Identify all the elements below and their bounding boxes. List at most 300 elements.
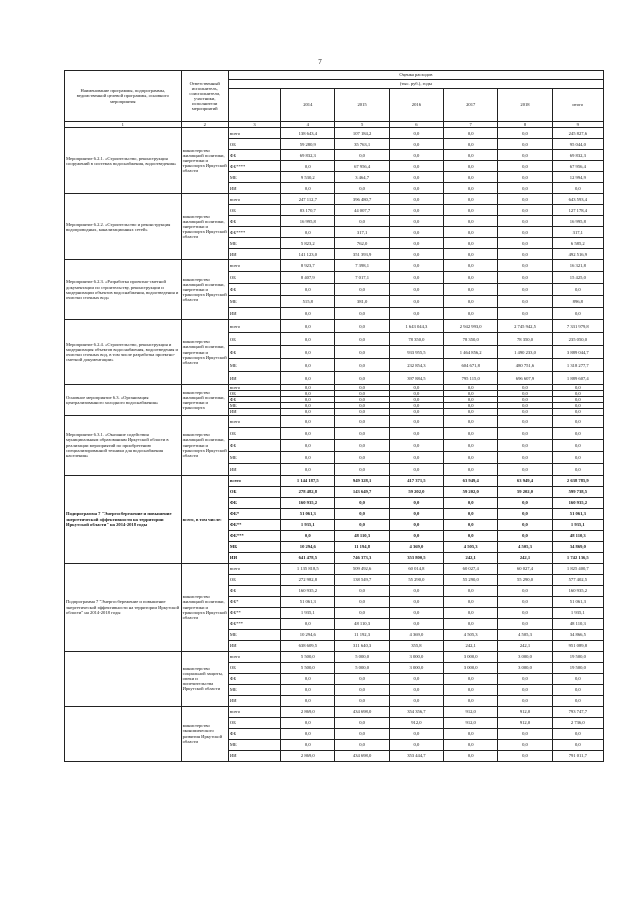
program-name-cell: Мероприятие 6.3.1. «Оказание содействия муниципальным образованиям Иркутской области в реализации мероприятий по приобретению специализированной техники для водоснабжения населения» (65, 415, 182, 475)
amount-cell: 51 061,3 (281, 596, 335, 607)
amount-cell: 0,0 (444, 391, 498, 397)
funding-source-cell: ФБ* (228, 596, 280, 607)
amount-cell: 2 745 942,5 (498, 320, 552, 333)
amount-cell: 8 407,9 (281, 272, 335, 284)
amount-cell: 0,0 (498, 308, 552, 320)
funding-source-cell: всего (228, 415, 280, 427)
amount-cell: 63 949,4 (444, 475, 498, 486)
amount-cell: 0,0 (281, 397, 335, 403)
total-cell: 235 050,0 (552, 333, 603, 346)
amount-cell: 641 478,5 (281, 552, 335, 563)
amount-cell: 0,0 (498, 397, 552, 403)
column-number: 9 (552, 122, 603, 128)
amount-cell: 242,1 (498, 552, 552, 563)
funding-source-cell: ФБ (228, 585, 280, 596)
header-year: 2015 (335, 89, 389, 122)
amount-cell: 1 490 233,0 (498, 346, 552, 359)
amount-cell: 0,0 (444, 194, 498, 205)
total-cell: 160 935,2 (552, 497, 603, 508)
amount-cell: 0,0 (498, 216, 552, 227)
column-number: 8 (498, 122, 552, 128)
amount-cell: 0,0 (389, 451, 443, 463)
amount-cell: 746 373,3 (335, 552, 389, 563)
column-number: 5 (335, 122, 389, 128)
total-cell: 0,0 (552, 673, 603, 684)
amount-cell: 0,0 (389, 272, 443, 284)
amount-cell: 0,0 (389, 728, 443, 739)
amount-cell: 0,0 (444, 415, 498, 427)
total-cell: 0,0 (552, 409, 603, 415)
responsible-cell: министерство жилищной политики, энергетики и транспорта Иркутской области (181, 194, 228, 260)
funding-source-cell: всего (228, 320, 280, 333)
amount-cell: 160 935,2 (281, 497, 335, 508)
amount-cell: 0,0 (335, 427, 389, 439)
amount-cell: 0,0 (498, 296, 552, 308)
funding-source-cell: всего (228, 260, 280, 272)
amount-cell: 0,0 (389, 427, 443, 439)
amount-cell: 232 854,3 (389, 359, 443, 372)
funding-source-cell: ОБ (228, 574, 280, 585)
funding-source-cell: ФБ**** (228, 161, 280, 172)
program-name-cell (65, 651, 182, 706)
total-cell: 791 011,7 (552, 750, 603, 761)
total-cell: 2 638 785,9 (552, 475, 603, 486)
amount-cell: 795 115,0 (444, 372, 498, 385)
amount-cell: 0,0 (389, 585, 443, 596)
table-body (65, 128, 604, 761)
program-name-cell: Основное мероприятие 6.3. «Организация централизованного холодного водоснабжения» (65, 385, 182, 415)
amount-cell: 0,0 (389, 194, 443, 205)
funding-source-cell: ОБ (228, 205, 280, 216)
amount-cell: 10 294,6 (281, 541, 335, 552)
funding-source-cell: МБ (228, 238, 280, 249)
total-cell: 1 742 136,5 (552, 552, 603, 563)
funding-source-cell: ОБ (228, 391, 280, 397)
amount-cell: 5 500,0 (281, 662, 335, 673)
funding-source-cell: МБ (228, 541, 280, 552)
funding-source-cell: всего (228, 475, 280, 486)
total-cell: 0,0 (552, 403, 603, 409)
header-year: 2017 (444, 89, 498, 122)
amount-cell: 0,0 (389, 216, 443, 227)
amount-cell: 0,0 (281, 308, 335, 320)
amount-cell: 0,0 (389, 385, 443, 391)
amount-cell: 2 869,0 (281, 706, 335, 717)
amount-cell: 0,0 (389, 415, 443, 427)
amount-cell: 351 393,9 (335, 249, 389, 260)
amount-cell: 0,0 (498, 463, 552, 475)
total-cell: 1 318 277,7 (552, 359, 603, 372)
program-name-cell (65, 706, 182, 761)
responsible-cell: всего, в том числе: (181, 475, 228, 563)
amount-cell: 0,0 (281, 451, 335, 463)
amount-cell: 509 492,6 (335, 563, 389, 574)
amount-cell: 67 956,4 (335, 161, 389, 172)
amount-cell: 0,0 (444, 618, 498, 629)
amount-cell: 3 000,0 (444, 662, 498, 673)
amount-cell: 515,8 (281, 296, 335, 308)
total-cell: 643 593,4 (552, 194, 603, 205)
funding-source-cell: ФБ (228, 284, 280, 296)
amount-cell: 0,0 (281, 161, 335, 172)
funding-source-cell: ФБ (228, 673, 280, 684)
funding-source-cell: ФБ** (228, 607, 280, 618)
amount-cell: 11 192,3 (335, 629, 389, 640)
funding-source-cell: ИИ (228, 372, 280, 385)
amount-cell: 0,0 (444, 596, 498, 607)
amount-cell: 60 014,8 (389, 563, 443, 574)
amount-cell: 0,0 (389, 296, 443, 308)
amount-cell: 0,0 (389, 249, 443, 260)
funding-source-cell: ИИ (228, 183, 280, 194)
amount-cell: 55 290,0 (444, 574, 498, 585)
amount-cell: 396 480,7 (335, 194, 389, 205)
total-cell: 0,0 (552, 684, 603, 695)
amount-cell: 397 884,5 (389, 372, 443, 385)
table-row (65, 260, 604, 272)
amount-cell: 0,0 (444, 530, 498, 541)
responsible-cell: министерство жилищной политики, энергетики и транспорта Иркутской области (181, 260, 228, 320)
amount-cell: 0,0 (335, 391, 389, 397)
amount-cell: 143 649,7 (335, 486, 389, 497)
column-number: 1 (65, 122, 182, 128)
total-cell: 48 110,3 (552, 530, 603, 541)
amount-cell: 0,0 (335, 463, 389, 475)
amount-cell: 0,0 (281, 183, 335, 194)
table-row (65, 128, 604, 139)
funding-source-cell: ФБ*** (228, 530, 280, 541)
amount-cell: 0,0 (444, 607, 498, 618)
amount-cell: 417 371,5 (389, 475, 443, 486)
amount-cell: 0,0 (498, 139, 552, 150)
column-number: 4 (281, 122, 335, 128)
amount-cell: 0,0 (498, 673, 552, 684)
program-name-cell: Подпрограмма 7 "Энергосбережение и повышение энергетической эффективности на территории Иркутской области" на 2014-2018 годы (65, 563, 182, 651)
total-cell: 15 425,0 (552, 272, 603, 284)
amount-cell: 353 444,7 (389, 750, 443, 761)
amount-cell: 0,0 (281, 372, 335, 385)
amount-cell: 0,0 (281, 673, 335, 684)
responsible-cell: министерство экономического развития Иркутской области (181, 706, 228, 761)
amount-cell: 0,0 (444, 397, 498, 403)
amount-cell: 0,0 (444, 409, 498, 415)
total-cell: 1 825 400,7 (552, 563, 603, 574)
amount-cell: 0,0 (498, 227, 552, 238)
amount-cell: 0,0 (498, 183, 552, 194)
amount-cell: 0,0 (498, 415, 552, 427)
amount-cell: 0,0 (498, 391, 552, 397)
amount-cell: 0,0 (444, 249, 498, 260)
amount-cell: 51 061,3 (281, 508, 335, 519)
amount-cell: 3 000,0 (498, 662, 552, 673)
total-cell: 16 995,8 (552, 216, 603, 227)
funding-source-cell: ОБ (228, 717, 280, 728)
amount-cell: 0,0 (389, 139, 443, 150)
total-cell: 51 061,3 (552, 508, 603, 519)
total-cell: 599 738,5 (552, 486, 603, 497)
amount-cell: 604 671,8 (444, 359, 498, 372)
amount-cell: 1 935,1 (281, 607, 335, 618)
funding-source-cell: всего (228, 706, 280, 717)
amount-cell: 0,0 (389, 128, 443, 139)
amount-cell: 0,0 (389, 391, 443, 397)
amount-cell: 278 482,8 (281, 486, 335, 497)
amount-cell: 4 505,3 (444, 629, 498, 640)
amount-cell: 0,0 (389, 183, 443, 194)
amount-cell: 0,0 (444, 684, 498, 695)
amount-cell: 0,0 (335, 308, 389, 320)
amount-cell: 242,1 (444, 552, 498, 563)
amount-cell: 912,0 (444, 706, 498, 717)
funding-source-cell: ФБ (228, 346, 280, 359)
amount-cell: 0,0 (335, 519, 389, 530)
responsible-cell: министерство жилищной политики, энергетики и транспорта (181, 385, 228, 415)
funding-source-cell: ОБ (228, 272, 280, 284)
amount-cell: 0,0 (444, 128, 498, 139)
header-units: (тыс. руб.), годы (228, 80, 603, 89)
total-cell: 793 747,7 (552, 706, 603, 717)
amount-cell: 353 800,5 (389, 552, 443, 563)
amount-cell: 0,0 (335, 372, 389, 385)
amount-cell: 160 935,2 (281, 585, 335, 596)
amount-cell: 59 280,9 (281, 139, 335, 150)
total-cell: 0,0 (552, 308, 603, 320)
funding-source-cell: ФБ (228, 397, 280, 403)
amount-cell: 10 294,6 (281, 629, 335, 640)
page-number: 7 (318, 58, 322, 66)
amount-cell: 0,0 (389, 684, 443, 695)
amount-cell: 0,0 (335, 415, 389, 427)
amount-cell: 141 123,0 (281, 249, 335, 260)
amount-cell: 0,0 (389, 695, 443, 706)
header-program: Наименование программы, подпрограммы, ведомственной целевой программы, основного мероприятия (65, 71, 182, 122)
funding-source-cell: ИИ (228, 409, 280, 415)
amount-cell: 933 955,5 (389, 346, 443, 359)
responsible-cell: министерство социальной защиты, опеки и попечительства Иркутской области (181, 651, 228, 706)
header-year: 2018 (498, 89, 552, 122)
responsible-cell: министерство жилищной политики, энергетики и транспорта Иркутской области (181, 320, 228, 385)
amount-cell: 0,0 (498, 439, 552, 451)
amount-cell: 0,0 (498, 161, 552, 172)
funding-source-cell: ФБ* (228, 508, 280, 519)
amount-cell: 0,0 (281, 320, 335, 333)
amount-cell: 59 202,0 (444, 486, 498, 497)
responsible-cell: министерство жилищной политики, энергетики и транспорта Иркутской области (181, 128, 228, 194)
amount-cell: 0,0 (389, 439, 443, 451)
funding-source-cell: всего (228, 385, 280, 391)
amount-cell: 0,0 (444, 216, 498, 227)
amount-cell: 0,0 (444, 508, 498, 519)
funding-source-cell: ИИ (228, 552, 280, 563)
total-cell: 69 832,3 (552, 150, 603, 161)
column-number: 2 (181, 122, 228, 128)
funding-source-cell: ФБ**** (228, 227, 280, 238)
amount-cell: 0,0 (281, 409, 335, 415)
funding-source-cell: всего (228, 563, 280, 574)
amount-cell: 55 290,0 (498, 574, 552, 585)
total-cell: 1 889 607,4 (552, 372, 603, 385)
amount-cell: 48 110,3 (335, 530, 389, 541)
amount-cell: 7 398,1 (335, 260, 389, 272)
amount-cell: 0,0 (444, 227, 498, 238)
amount-cell: 3 464,7 (335, 172, 389, 183)
responsible-cell: министерство жилищной политики, энергетики и транспорта Иркутской области (181, 415, 228, 475)
total-cell: 34 869,0 (552, 541, 603, 552)
amount-cell: 0,0 (444, 451, 498, 463)
header-responsible: Ответственный исполнитель, соисполнители, участники, исполнители мероприятий (181, 71, 228, 122)
amount-cell: 4 505,3 (498, 541, 552, 552)
amount-cell: 0,0 (498, 530, 552, 541)
amount-cell: 0,0 (389, 308, 443, 320)
amount-cell: 0,0 (335, 717, 389, 728)
amount-cell: 0,0 (281, 333, 335, 346)
amount-cell: 0,0 (498, 451, 552, 463)
amount-cell: 0,0 (335, 320, 389, 333)
amount-cell: 2 869,0 (281, 750, 335, 761)
amount-cell: 0,0 (498, 150, 552, 161)
amount-cell: 5 823,2 (281, 238, 335, 249)
amount-cell: 242,1 (498, 640, 552, 651)
amount-cell: 0,0 (444, 308, 498, 320)
amount-cell: 0,0 (335, 403, 389, 409)
amount-cell: 0,0 (281, 695, 335, 706)
header-year: 2016 (389, 89, 443, 122)
amount-cell: 5 000,0 (335, 651, 389, 662)
total-cell: 0,0 (552, 183, 603, 194)
amount-cell: 0,0 (389, 161, 443, 172)
total-cell: 317,1 (552, 227, 603, 238)
total-cell: 951 089,8 (552, 640, 603, 651)
column-number: 7 (444, 122, 498, 128)
amount-cell: 0,0 (444, 497, 498, 508)
total-cell: 0,0 (552, 739, 603, 750)
amount-cell: 0,0 (335, 607, 389, 618)
funding-source-cell: ФБ (228, 439, 280, 451)
amount-cell: 5 500,0 (281, 651, 335, 662)
total-cell: 0,0 (552, 451, 603, 463)
amount-cell: 0,0 (444, 695, 498, 706)
amount-cell: 0,0 (498, 194, 552, 205)
funding-source-cell: ИИ (228, 695, 280, 706)
amount-cell: 0,0 (389, 596, 443, 607)
amount-cell: 78 350,0 (389, 333, 443, 346)
amount-cell: 7 017,1 (335, 272, 389, 284)
funding-source-cell: МБ (228, 359, 280, 372)
column-number: 6 (389, 122, 443, 128)
amount-cell: 0,0 (444, 161, 498, 172)
total-cell: 12 994,9 (552, 172, 603, 183)
amount-cell: 0,0 (498, 128, 552, 139)
amount-cell: 0,0 (335, 585, 389, 596)
amount-cell: 0,0 (498, 695, 552, 706)
amount-cell: 63 949,4 (498, 475, 552, 486)
amount-cell: 3 000,0 (444, 651, 498, 662)
amount-cell: 0,0 (335, 216, 389, 227)
amount-cell: 354 356,7 (389, 706, 443, 717)
amount-cell: 0,0 (281, 728, 335, 739)
amount-cell: 4 505,3 (444, 541, 498, 552)
amount-cell: 247 112,7 (281, 194, 335, 205)
funding-source-cell: ИИ (228, 463, 280, 475)
funding-source-cell: МБ (228, 684, 280, 695)
amount-cell: 0,0 (389, 409, 443, 415)
amount-cell: 0,0 (444, 673, 498, 684)
amount-cell: 16 995,8 (281, 216, 335, 227)
amount-cell: 0,0 (498, 607, 552, 618)
amount-cell: 480 751,6 (498, 359, 552, 372)
amount-cell: 0,0 (444, 205, 498, 216)
amount-cell: 0,0 (335, 508, 389, 519)
amount-cell: 4 369,0 (389, 541, 443, 552)
amount-cell: 272 982,8 (281, 574, 335, 585)
amount-cell: 0,0 (335, 684, 389, 695)
amount-cell: 0,0 (335, 183, 389, 194)
amount-cell: 696 607,9 (498, 372, 552, 385)
amount-cell: 138 643,4 (281, 128, 335, 139)
program-name-cell: Мероприятие 6.2.2. «Строительство и реконструкция водопроводных, канализационных сетей» (65, 194, 182, 260)
amount-cell: 0,0 (389, 227, 443, 238)
amount-cell: 0,0 (389, 508, 443, 519)
amount-cell: 60 027,4 (444, 563, 498, 574)
amount-cell: 0,0 (444, 427, 498, 439)
amount-cell: 638 609,5 (281, 640, 335, 651)
amount-cell: 59 202,0 (389, 486, 443, 497)
amount-cell: 0,0 (389, 284, 443, 296)
amount-cell: 0,0 (281, 530, 335, 541)
amount-cell: 949 328,1 (335, 475, 389, 486)
header-year: 2014 (281, 89, 335, 122)
amount-cell: 11 194,8 (335, 541, 389, 552)
total-cell: 492 516,9 (552, 249, 603, 260)
amount-cell: 0,0 (389, 205, 443, 216)
total-cell: 67 956,4 (552, 161, 603, 172)
amount-cell: 0,0 (335, 497, 389, 508)
funding-source-cell: ФБ (228, 150, 280, 161)
total-cell: 0,0 (552, 284, 603, 296)
amount-cell: 0,0 (281, 427, 335, 439)
amount-cell: 0,0 (335, 346, 389, 359)
amount-cell: 0,0 (498, 618, 552, 629)
amount-cell: 59 202,0 (498, 486, 552, 497)
amount-cell: 4 505,3 (498, 629, 552, 640)
amount-cell: 0,0 (444, 728, 498, 739)
amount-cell: 5 000,0 (335, 662, 389, 673)
column-number: 3 (228, 122, 280, 128)
total-cell: 16 321,8 (552, 260, 603, 272)
amount-cell: 0,0 (444, 139, 498, 150)
total-cell: 2 736,0 (552, 717, 603, 728)
total-cell: 6 585,2 (552, 238, 603, 249)
amount-cell: 44 007,7 (335, 205, 389, 216)
amount-cell: 0,0 (281, 284, 335, 296)
amount-cell: 0,0 (335, 397, 389, 403)
amount-cell: 0,0 (335, 739, 389, 750)
funding-source-cell: ОБ (228, 333, 280, 346)
total-cell: 0,0 (552, 397, 603, 403)
total-cell: 51 061,3 (552, 596, 603, 607)
amount-cell: 60 027,4 (498, 563, 552, 574)
total-cell: 0,0 (552, 427, 603, 439)
amount-cell: 0,0 (389, 150, 443, 161)
amount-cell: 0,0 (444, 172, 498, 183)
amount-cell: 0,0 (335, 333, 389, 346)
amount-cell: 0,0 (498, 409, 552, 415)
amount-cell: 912,0 (389, 717, 443, 728)
funding-source-cell: ФБ*** (228, 618, 280, 629)
amount-cell: 0,0 (281, 717, 335, 728)
amount-cell: 0,0 (281, 463, 335, 475)
amount-cell: 381,0 (335, 296, 389, 308)
